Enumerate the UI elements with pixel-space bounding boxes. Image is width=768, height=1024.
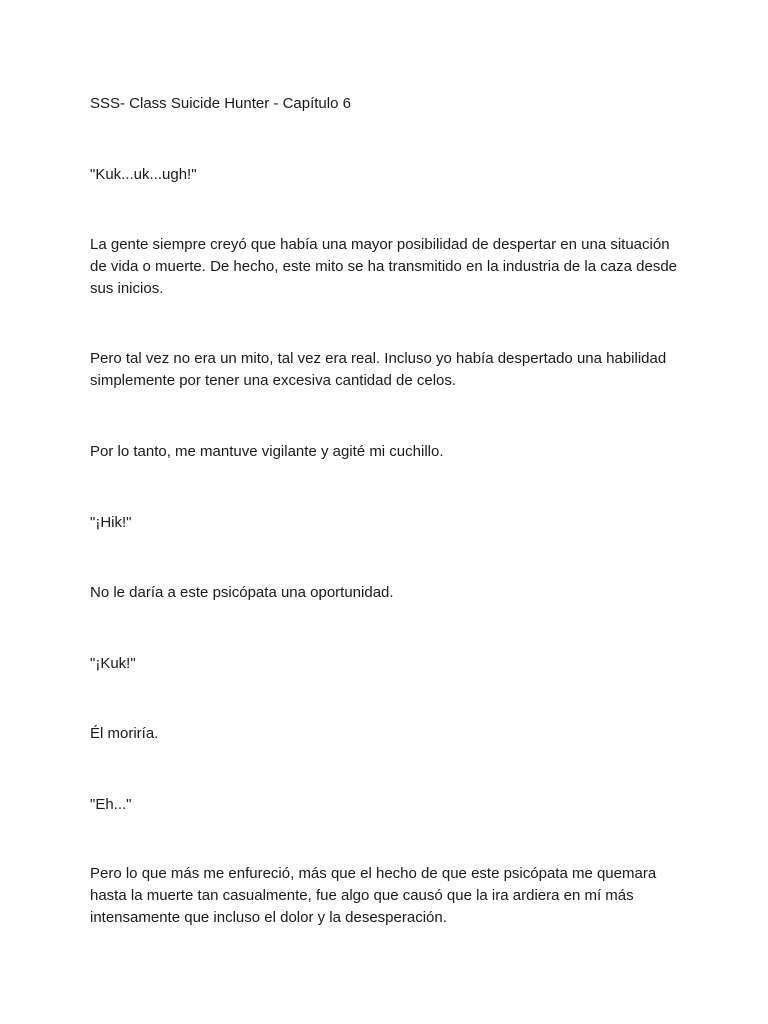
- paragraph: "¡Hik!": [90, 514, 132, 531]
- paragraph: Pero tal vez no era un mito, tal vez era real. Incluso yo había despertado una habilidad simplemente por tener una excesiva cantidad de celos.: [90, 350, 667, 389]
- paragraph: "Eh...": [90, 796, 132, 813]
- paragraph: Él moriría.: [90, 725, 159, 742]
- paragraph: Pero lo que más me enfureció, más que el hecho de que este psicópata me quemara hasta la muerte tan casualmente, fue algo que causó que la ira ardiera en mí más intensamente que incluso el dolor y la desesperación.: [90, 865, 657, 926]
- paragraph: La gente siempre creyó que había una mayor posibilidad de despertar en una situación de vida o muerte. De hecho, este mito se ha transmitido en la industria de la caza desde sus inicios.: [90, 236, 677, 297]
- paragraph: No le daría a este psicópata una oportunidad.: [90, 584, 394, 601]
- chapter-title: SSS- Class Suicide Hunter - Capítulo 6: [90, 95, 351, 112]
- paragraph: "Kuk...uk...ugh!": [90, 166, 197, 183]
- paragraph: "¡Kuk!": [90, 655, 136, 672]
- paragraph: Por lo tanto, me mantuve vigilante y agité mi cuchillo.: [90, 443, 444, 460]
